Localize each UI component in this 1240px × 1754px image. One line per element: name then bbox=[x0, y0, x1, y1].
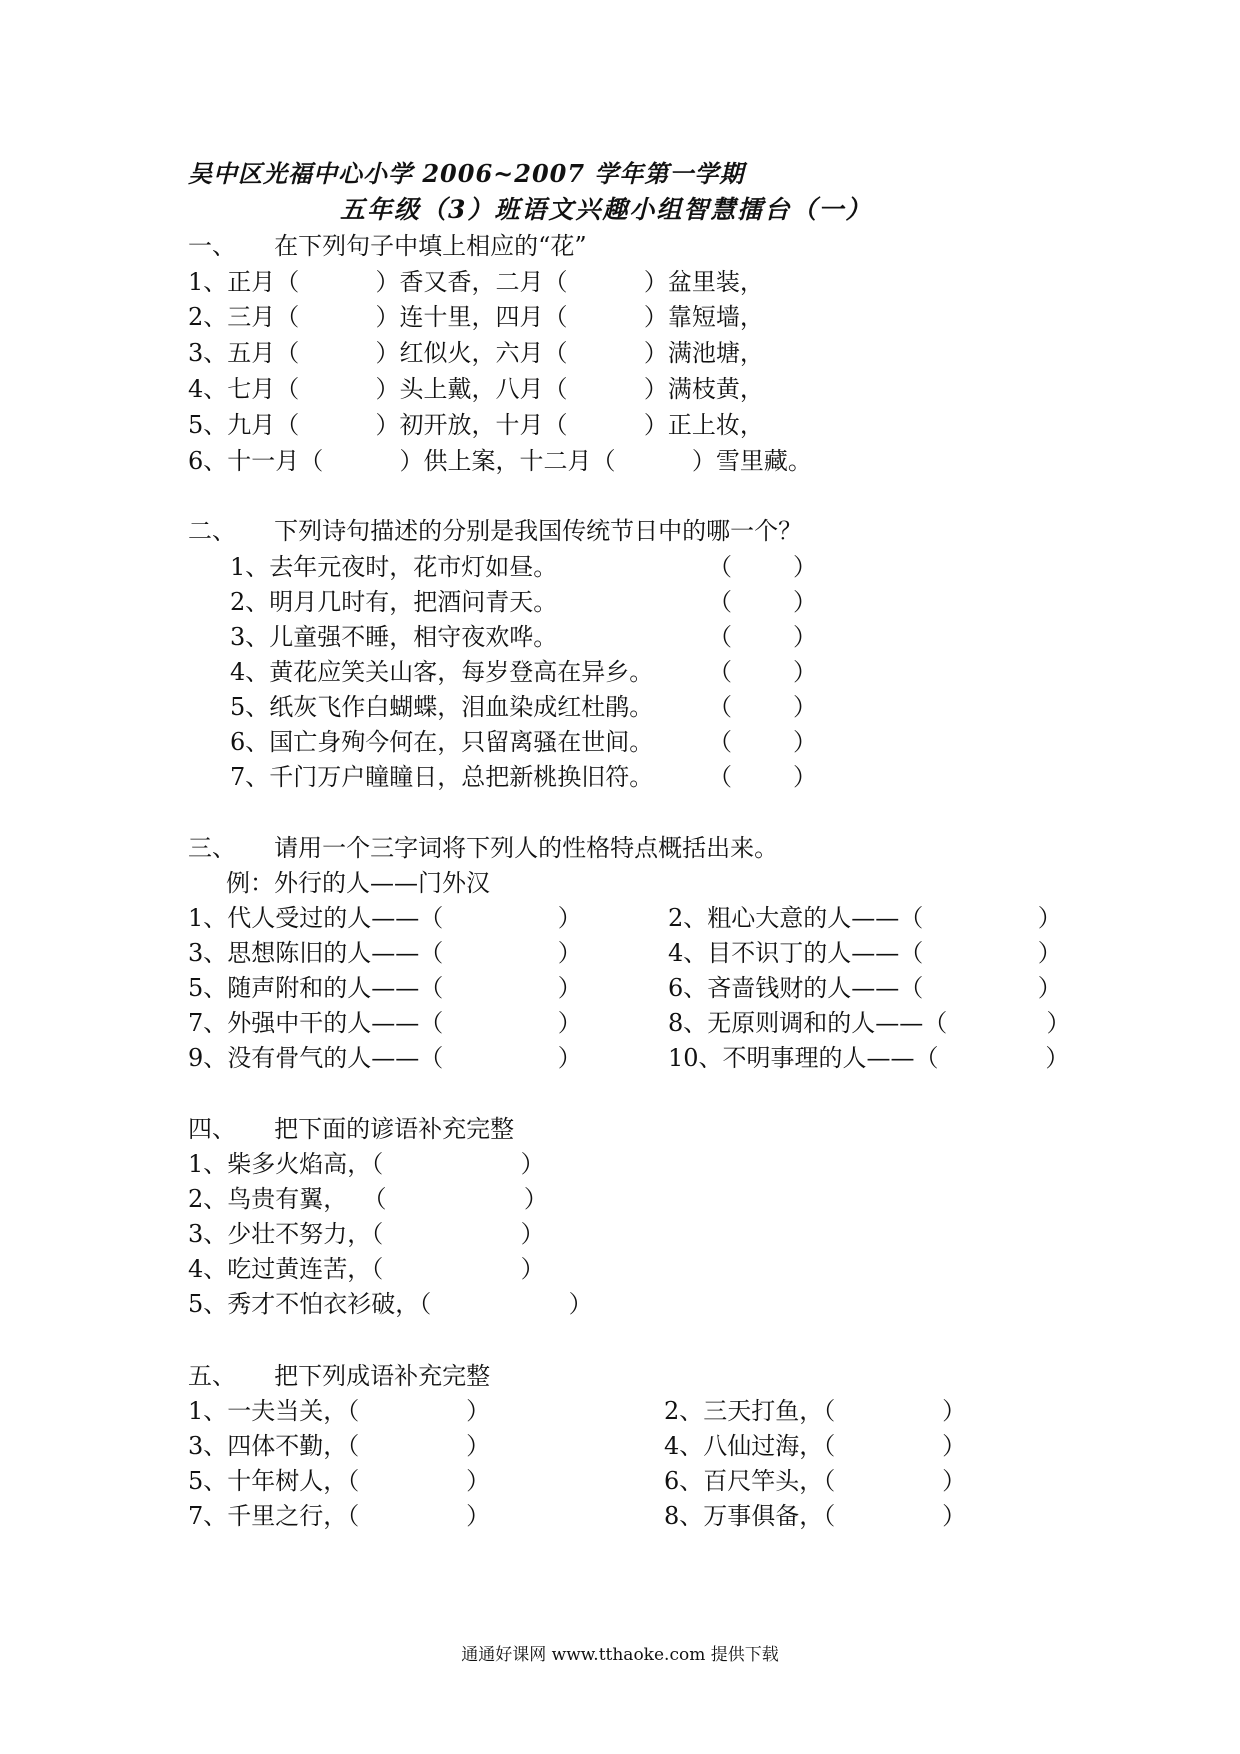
section3-item-right: 6、吝啬钱财的人——（ ） bbox=[668, 974, 1062, 1002]
section2-item-text: 6、国亡身殉今何在，只留离骚在世间。 bbox=[230, 728, 654, 756]
section4-heading: 四、 把下面的谚语补充完整 bbox=[188, 1115, 515, 1143]
section5-item-right: 2、三天打鱼，（ ） bbox=[664, 1397, 967, 1425]
section5-item-right: 8、万事俱备，（ ） bbox=[664, 1502, 967, 1530]
section5-item-left: 7、千里之行，（ ） bbox=[188, 1502, 491, 1530]
section4-item: 3、少壮不努力，（ ） bbox=[188, 1220, 545, 1248]
section1-item: 3、五月（ ）红似火，六月（ ）满池塘， bbox=[188, 339, 764, 367]
section5-item-right: 4、八仙过海，（ ） bbox=[664, 1432, 967, 1460]
section2-item-blank: （ ） bbox=[708, 553, 818, 581]
section1-item: 2、三月（ ）连十里，四月（ ）靠短墙， bbox=[188, 303, 764, 331]
section2-item-blank: （ ） bbox=[708, 693, 818, 721]
section2-heading: 二、 下列诗句描述的分别是我国传统节日中的哪一个？ bbox=[188, 517, 803, 545]
section4-item: 5、秀才不怕衣衫破，（ ） bbox=[188, 1290, 593, 1318]
footer-credit: 通通好课网 www.tthaoke.com 提供下载 bbox=[461, 1645, 779, 1665]
section4-item: 2、鸟贵有翼， （ ） bbox=[188, 1185, 548, 1213]
section2-item-blank: （ ） bbox=[708, 728, 818, 756]
section2-item-text: 4、黄花应笑关山客，每岁登高在异乡。 bbox=[230, 658, 654, 686]
section5-item-right: 6、百尺竿头，（ ） bbox=[664, 1467, 967, 1495]
section4-item: 4、吃过黄连苦，（ ） bbox=[188, 1255, 545, 1283]
section3-example: 例：外行的人——门外汉 bbox=[226, 869, 490, 897]
section4-item: 1、柴多火焰高，（ ） bbox=[188, 1150, 545, 1178]
page-title: 五年级（3）班语文兴趣小组智慧擂台（一） bbox=[340, 195, 873, 224]
section3-heading: 三、 请用一个三字词将下列人的性格特点概括出来。 bbox=[188, 834, 779, 862]
section2-item-blank: （ ） bbox=[708, 658, 818, 686]
section3-item-left: 9、没有骨气的人——（ ） bbox=[188, 1044, 582, 1072]
section3-item-left: 1、代人受过的人——（ ） bbox=[188, 904, 582, 932]
section2-item-blank: （ ） bbox=[708, 763, 818, 791]
section2-item-blank: （ ） bbox=[708, 623, 818, 651]
section3-item-right: 4、目不识丁的人——（ ） bbox=[668, 939, 1062, 967]
section3-item-right: 8、无原则调和的人——（ ） bbox=[668, 1009, 1071, 1037]
section2-item-text: 7、千门万户瞳瞳日，总把新桃换旧符。 bbox=[230, 763, 654, 791]
section1-item: 4、七月（ ）头上戴，八月（ ）满枝黄， bbox=[188, 375, 764, 403]
section3-item-left: 7、外强中干的人——（ ） bbox=[188, 1009, 582, 1037]
section1-item: 5、九月（ ）初开放，十月（ ）正上妆， bbox=[188, 411, 764, 439]
section3-item-right: 2、粗心大意的人——（ ） bbox=[668, 904, 1062, 932]
section1-heading: 一、 在下列句子中填上相应的“花” bbox=[188, 232, 587, 260]
section1-item: 1、正月（ ）香又香，二月（ ）盆里装， bbox=[188, 268, 764, 296]
section2-item-text: 5、纸灰飞作白蝴蝶，泪血染成红杜鹃。 bbox=[230, 693, 654, 721]
section3-item-left: 3、思想陈旧的人——（ ） bbox=[188, 939, 582, 967]
section5-item-left: 1、一夫当关，（ ） bbox=[188, 1397, 491, 1425]
section3-item-left: 5、随声附和的人——（ ） bbox=[188, 974, 582, 1002]
section5-item-left: 3、四体不勤，（ ） bbox=[188, 1432, 491, 1460]
section2-item-text: 3、儿童强不睡，相守夜欢哗。 bbox=[230, 623, 558, 651]
section2-item-text: 2、明月几时有，把酒问青天。 bbox=[230, 588, 558, 616]
header-school-line: 吴中区光福中心小学 2006~2007 学年第一学期 bbox=[188, 159, 745, 188]
section1-item: 6、十一月（ ）供上案，十二月（ ）雪里藏。 bbox=[188, 447, 812, 475]
section2-item-blank: （ ） bbox=[708, 588, 818, 616]
section5-item-left: 5、十年树人，（ ） bbox=[188, 1467, 491, 1495]
section3-item-right: 10、不明事理的人——（ ） bbox=[668, 1044, 1070, 1072]
section2-item-text: 1、去年元夜时，花市灯如昼。 bbox=[230, 553, 558, 581]
section5-heading: 五、 把下列成语补充完整 bbox=[188, 1362, 491, 1390]
